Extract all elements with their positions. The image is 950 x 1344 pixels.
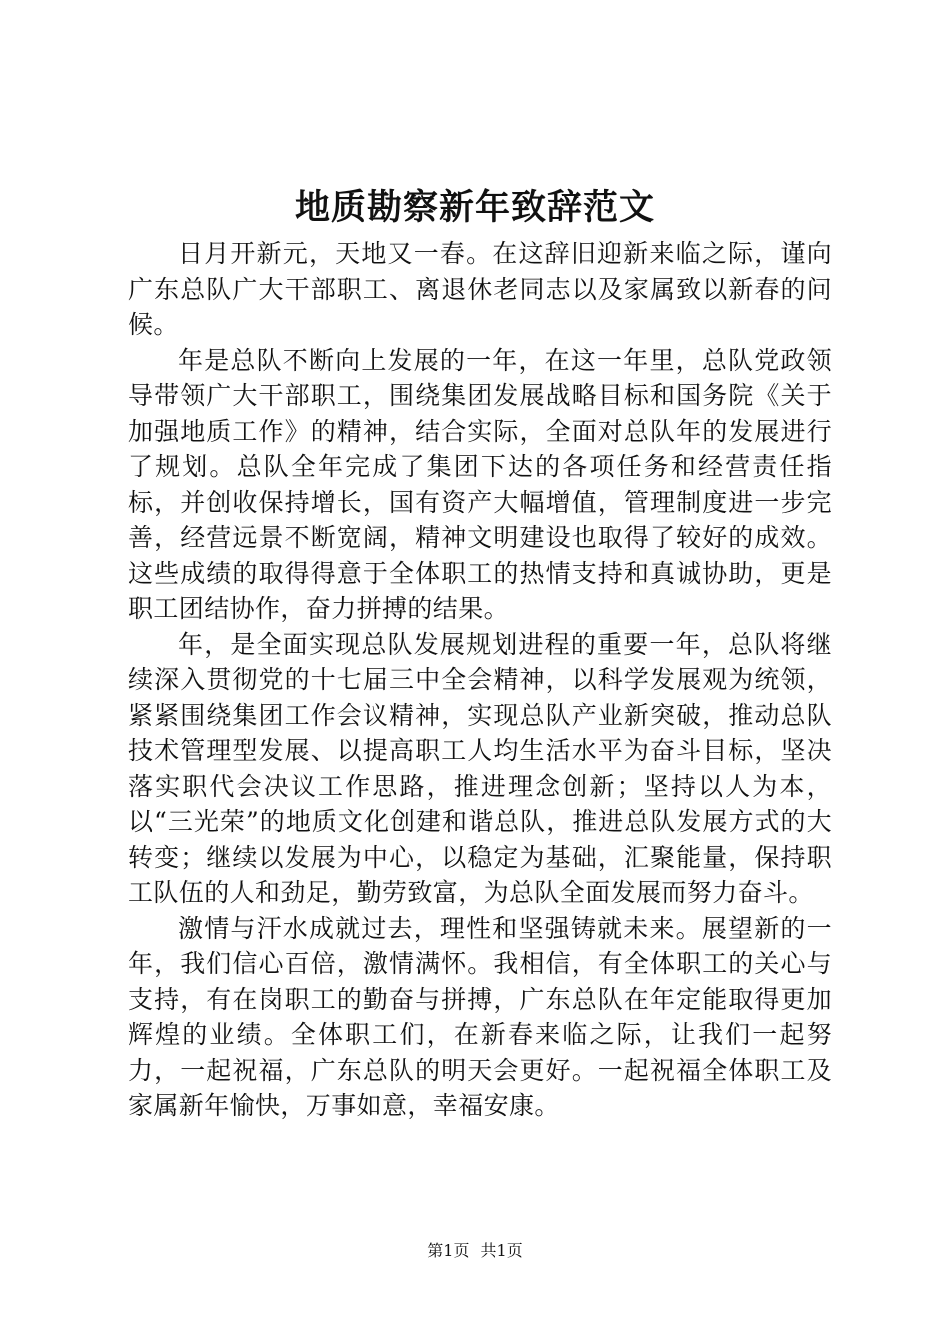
document-body (128, 236, 832, 1124)
page-footer (0, 1240, 950, 1262)
page-number: 第1页 (427, 1241, 470, 1260)
paragraph-plan: 年，是全面实现总队发展规划进程的重要一年，总队将继续深入贯彻党的十七届三中全会精神，以科学发展观为统领，紧紧围绕集团工作会议精神，实现总队产业新突破，推动总队技术管理型发展、以提高职工人均生活水平为奋斗目标，坚决落实职代会决议工作思路，推进理念创新；坚持以人为本，以“三光荣”的地质文化创建和谐总队，推进总队发展方式的大转变；继续以发展为中心，以稳定为基础，汇聚能量，保持职工队伍的人和劲足，勤劳致富，为总队全面发展而努力奋斗。 (128, 629, 832, 907)
paragraph-greeting: 日月开新元，天地又一春。在这辞旧迎新来临之际，谨向广东总队广大干部职工、离退休老同志以及家属致以新春的问候。 (128, 239, 832, 339)
paragraph-closing: 激情与汗水成就过去，理性和坚强铸就未来。展望新的一年，我们信心百倍，激情满怀。我相信，有全体职工的关心与支持，有在岗职工的勤奋与拼搏，广东总队在年定能取得更加辉煌的业绩。全体职工们，在新春来临之际，让我们一起努力，一起祝福，广东总队的明天会更好。一起祝福全体职工及家属新年愉快，万事如意，幸福安康。 (128, 913, 832, 1120)
paragraph-review: 年是总队不断向上发展的一年，在这一年里，总队党政领导带领广大干部职工，围绕集团发展战略目标和国务院《关于加强地质工作》的精神，结合实际，全面对总队年的发展进行了规划。总队全年完成了集团下达的各项任务和经营责任指标，并创收保持增长，国有资产大幅增值，管理制度进一步完善，经营远景不断宽阔，精神文明建设也取得了较好的成效。这些成绩的取得得意于全体职工的热情支持和真诚协助，更是职工团结协作，奋力拼搏的结果。 (128, 345, 832, 623)
page-total: 共1页 (480, 1241, 523, 1260)
document-title: 地质勘察新年致辞范文 (294, 187, 655, 228)
